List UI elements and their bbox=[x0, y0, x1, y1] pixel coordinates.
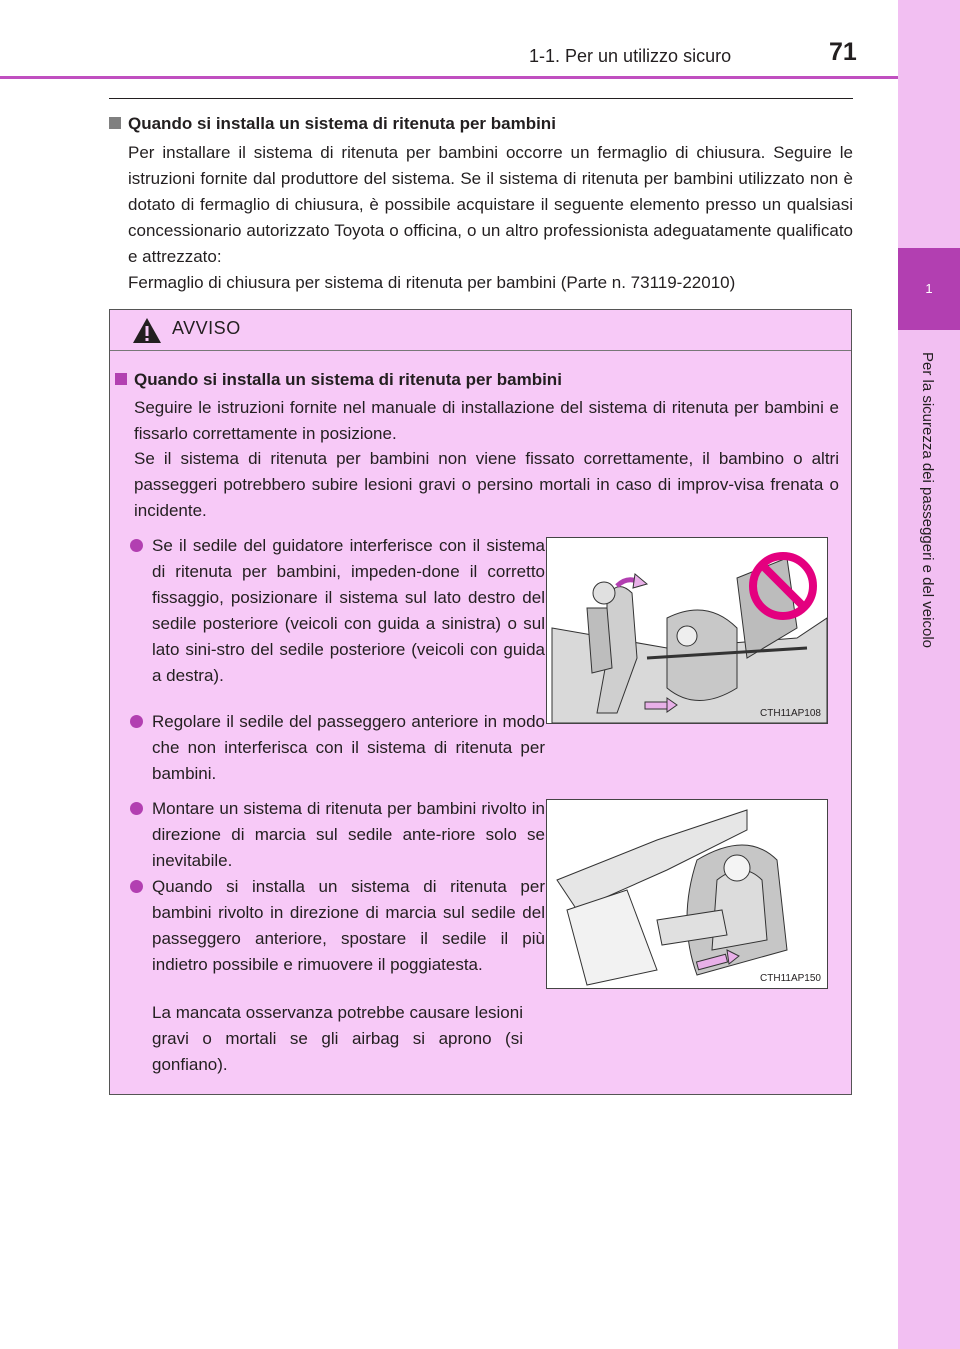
warning-bullet-1 bbox=[130, 533, 545, 689]
part-number-paragraph: Fermaglio di chiusura per sistema di ritenuta per bambini (Parte n. 73119-22010) bbox=[128, 273, 736, 292]
warning-bullet-text-4: Quando si installa un sistema di ritenuta per bambini rivolto in direzione di marcia sul sedile del passeggero anteriore, spostare il sedile il più indietro possibile e rimuovere il poggiatesta. bbox=[152, 877, 545, 974]
circle-bullet-icon bbox=[130, 802, 143, 815]
warning-heading bbox=[115, 370, 562, 390]
warning-bullet-text-2: Regolare il sedile del passeggero anteriore in modo che non interferisca con il sistema di ritenuta per bambini. bbox=[152, 712, 545, 783]
warning-heading-text: Quando si installa un sistema di ritenuta per bambini bbox=[134, 370, 562, 389]
warning-bullet-text-3: Montare un sistema di ritenuta per bambini rivolto in direzione di marcia sul sedile ante-riore solo se inevitabile. bbox=[152, 799, 545, 870]
figure-code-1: CTH11AP108 bbox=[760, 708, 821, 719]
figure-code-2: CTH11AP150 bbox=[760, 973, 821, 984]
intro-paragraph: Per installare il sistema di ritenuta per bambini occorre un fermaglio di chiusura. Seguire le istruzioni fornite dal produttore del sistema. Se il sistema di ritenuta per bambini utilizzato non è dotato di fermaglio di chiusura, è possibile acquistare il seguente elemento presso un qualsiasi concessionario autorizzato Toyota o officina, o un altro professionista adeguatamente qualificato e attrezzato: bbox=[128, 143, 853, 266]
section-heading-text: Quando si installa un sistema di ritenuta per bambini bbox=[128, 114, 556, 133]
page-number: 71 bbox=[829, 38, 857, 66]
figure-seat-interference bbox=[546, 537, 828, 724]
circle-bullet-icon bbox=[130, 880, 143, 893]
warning-bullet-3 bbox=[130, 796, 545, 874]
square-bullet-icon bbox=[115, 373, 127, 385]
seat-interference-illustration bbox=[547, 538, 827, 723]
chapter-sidebar bbox=[898, 0, 960, 1349]
warning-consequence: La mancata osservanza potrebbe causare lesioni gravi o mortali se gli airbag si aprono (si gonfiano). bbox=[152, 1003, 523, 1074]
section-title: 1-1. Per un utilizzo sicuro bbox=[529, 46, 732, 66]
warning-triangle-icon bbox=[132, 317, 162, 344]
warning-bullet-2 bbox=[130, 709, 545, 787]
square-bullet-icon bbox=[109, 117, 121, 129]
chapter-title: Per la sicurezza dei passeggeri e del veicolo bbox=[919, 352, 936, 648]
warning-label: AVVISO bbox=[172, 318, 241, 338]
content-divider bbox=[109, 98, 853, 99]
chapter-tab: 1 bbox=[898, 248, 960, 330]
warning-header bbox=[110, 310, 851, 351]
section-heading bbox=[109, 114, 556, 134]
warning-bullet-text-1: Se il sedile del guidatore interferisce con il sistema di ritenuta per bambini, impeden-done il corretto fissaggio, posizionare il sistema sul lato destro del sedile posteriore (veicoli con guida a sinistra) o sul lato sini-stro del sedile posteriore (veicoli con guida a destra). bbox=[152, 536, 545, 685]
warning-bullet-4 bbox=[130, 874, 545, 978]
warning-box bbox=[109, 309, 852, 1095]
warning-paragraph-2: Se il sistema di ritenuta per bambini non viene fissato correttamente, il bambino o altri passeggeri potrebbero subire lesioni gravi o persino mortali in caso di improv-visa frenata o incidente. bbox=[134, 449, 839, 520]
warning-paragraph-1: Seguire le istruzioni fornite nel manuale di installazione del sistema di ritenuta per bambini e fissarlo correttamente in posizione. bbox=[134, 398, 839, 443]
circle-bullet-icon bbox=[130, 539, 143, 552]
figure-forward-facing-seat bbox=[546, 799, 828, 989]
circle-bullet-icon bbox=[130, 715, 143, 728]
forward-facing-seat-illustration bbox=[547, 800, 827, 988]
header-rule bbox=[0, 76, 898, 79]
